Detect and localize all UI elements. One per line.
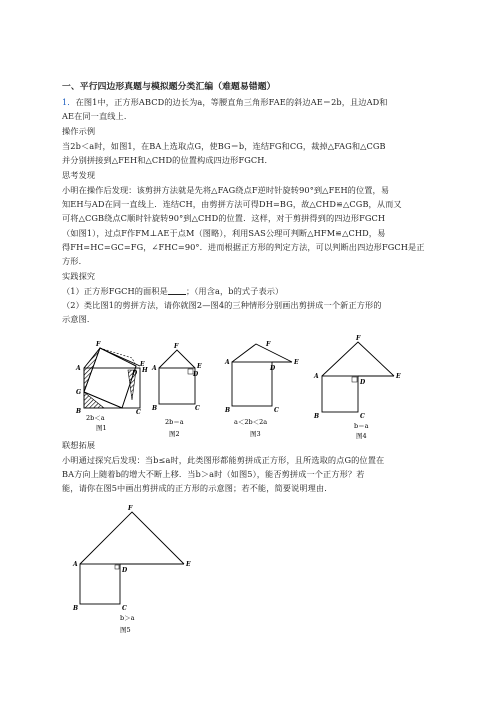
fig1-label-B: B	[76, 408, 82, 415]
fig3-label-B: B	[225, 407, 231, 414]
fig4-label-B: B	[314, 413, 320, 420]
fig1-label-G: G	[76, 389, 82, 396]
fig1-condition: 2b＜a	[86, 414, 105, 422]
fig5-label-F: F	[128, 505, 133, 512]
fig3-caption: 图3	[250, 430, 261, 438]
q1-intro-line-1	[62, 95, 434, 109]
practice-q1	[62, 284, 434, 298]
fig2-label-B: B	[152, 405, 158, 412]
fig5-label-D: D	[122, 567, 128, 574]
figure-3	[225, 340, 304, 440]
fig3-label-E: E	[294, 359, 299, 366]
fig4-label-F: F	[356, 335, 361, 342]
think-line-6: 方形．	[62, 256, 87, 266]
think-line-5: 得FH=HC=GC=FG，∠FHC=90°．进而根据正方形的判定方法，可以判断出四边形FGCH是正	[62, 242, 425, 252]
fig2-label-C: C	[195, 405, 200, 412]
ext-heading: 联想拓展	[62, 440, 96, 450]
op-heading: 操作示例	[62, 126, 96, 136]
question-number: 1．	[62, 97, 76, 107]
fig2-caption: 图2	[169, 430, 180, 438]
fig4-label-A: A	[314, 373, 319, 380]
fig5-caption: 图5	[120, 626, 131, 634]
figure-2	[152, 340, 215, 440]
fig1-label-C: C	[136, 409, 141, 416]
section-title: 一、平行四边形真题与模拟题分类汇编（难题易错题）	[62, 82, 276, 92]
think-line-4: （如图1），过点F作FM⊥AE于点M（图略），利用SAS公理可判断△HFM≌△CHD，易	[62, 228, 386, 238]
fig5-label-B: B	[73, 605, 79, 612]
figure-5	[70, 500, 210, 640]
fig4-label-D: D	[360, 379, 366, 386]
figure-3-diagram	[225, 340, 304, 440]
op-line-2: 并分别拼接到△FEH和△CHD的位置构成四边形FGCH．	[62, 155, 273, 165]
fig3-label-D: D	[270, 365, 276, 372]
figure-5-diagram	[70, 500, 210, 640]
figure-1-diagram	[72, 340, 162, 432]
figure-2-diagram	[152, 340, 215, 440]
figure-4-diagram	[316, 336, 416, 440]
fig5-label-A: A	[73, 561, 78, 568]
fig3-condition: a＜2b＜2a	[234, 418, 268, 426]
think-heading: 思考发现	[62, 170, 96, 180]
fig5-label-C: C	[122, 605, 127, 612]
practice-q2-line-2: 示意图．	[62, 314, 96, 324]
fig1-label-D: D	[132, 370, 138, 377]
fig2-label-E: E	[197, 363, 202, 370]
q1-intro-text-1: 在图1中，正方形ABCD的边长为a，等腰直角三角形FAE的斜边AE＝2b，且边AD和	[75, 97, 388, 107]
practice-q1-text-a: （1）正方形FGCH的面积是	[62, 286, 168, 296]
answer-blank[interactable]	[168, 285, 186, 295]
fig4-label-C: C	[360, 413, 365, 420]
think-line-3: 可将△CGB绕点C顺时针旋转90°到△CHD的位置．这样，对于剪拼得到的四边形FGCH	[62, 213, 386, 223]
q1-intro-line-2: AE在同一直线上．	[62, 111, 133, 121]
practice-heading: 实践探究	[62, 271, 96, 281]
fig5-condition: b＞a	[120, 614, 135, 622]
fig2-condition: 2b＝a	[165, 418, 184, 426]
ext-line-1: 小明通过探究后发现：当b≤a时，此类图形都能剪拼成正方形，且所选取的点G的位置在	[62, 455, 385, 465]
think-line-1: 小明在操作后发现：该剪拼方法就是先将△FAG绕点F逆时针旋转90°到△FEH的位置，易	[62, 185, 390, 195]
ext-line-2: BA方向上随着b的增大不断上移．当b＞a时（如图5），能否剪拼成一个正方形？若	[62, 469, 365, 479]
fig3-label-F: F	[266, 341, 271, 348]
fig2-label-D: D	[193, 371, 199, 378]
practice-q2-line-1: （2）类比图1的剪拼方法，请你就图2—图4的三种情形分别画出剪拼成一个新正方形的	[62, 300, 382, 310]
fig1-label-A: A	[76, 365, 81, 372]
figure-4	[316, 336, 416, 440]
figure-1	[72, 340, 162, 432]
fig4-caption: 图4	[356, 432, 367, 440]
fig3-label-A: A	[225, 359, 230, 366]
fig1-caption: 图1	[96, 424, 107, 432]
fig1-label-E: E	[140, 361, 145, 368]
practice-q1-text-b: ；（用含a，b的式子表示）	[185, 286, 284, 296]
think-line-2: 知EH与AD在同一直线上．连结CH，由剪拼方法可得DH=BG，故△CHD≌△CGB，从而又	[62, 199, 402, 209]
fig2-label-A: A	[152, 365, 157, 372]
fig1-label-H: H	[142, 367, 148, 374]
ext-line-3: 能，请你在图5中画出剪拼成的正方形的示意图；若不能，简要说明理由．	[62, 483, 333, 493]
op-line-1: 当2b＜a时，如图1，在BA上选取点G，使BG＝b，连结FG和CG，裁掉△FAG和△CGB	[62, 141, 386, 151]
fig3-label-C: C	[274, 407, 279, 414]
fig4-label-E: E	[396, 373, 401, 380]
fig1-label-F: F	[96, 341, 101, 348]
fig4-condition: b＝a	[354, 422, 369, 430]
fig5-label-E: E	[186, 561, 191, 568]
fig2-label-F: F	[174, 343, 179, 350]
